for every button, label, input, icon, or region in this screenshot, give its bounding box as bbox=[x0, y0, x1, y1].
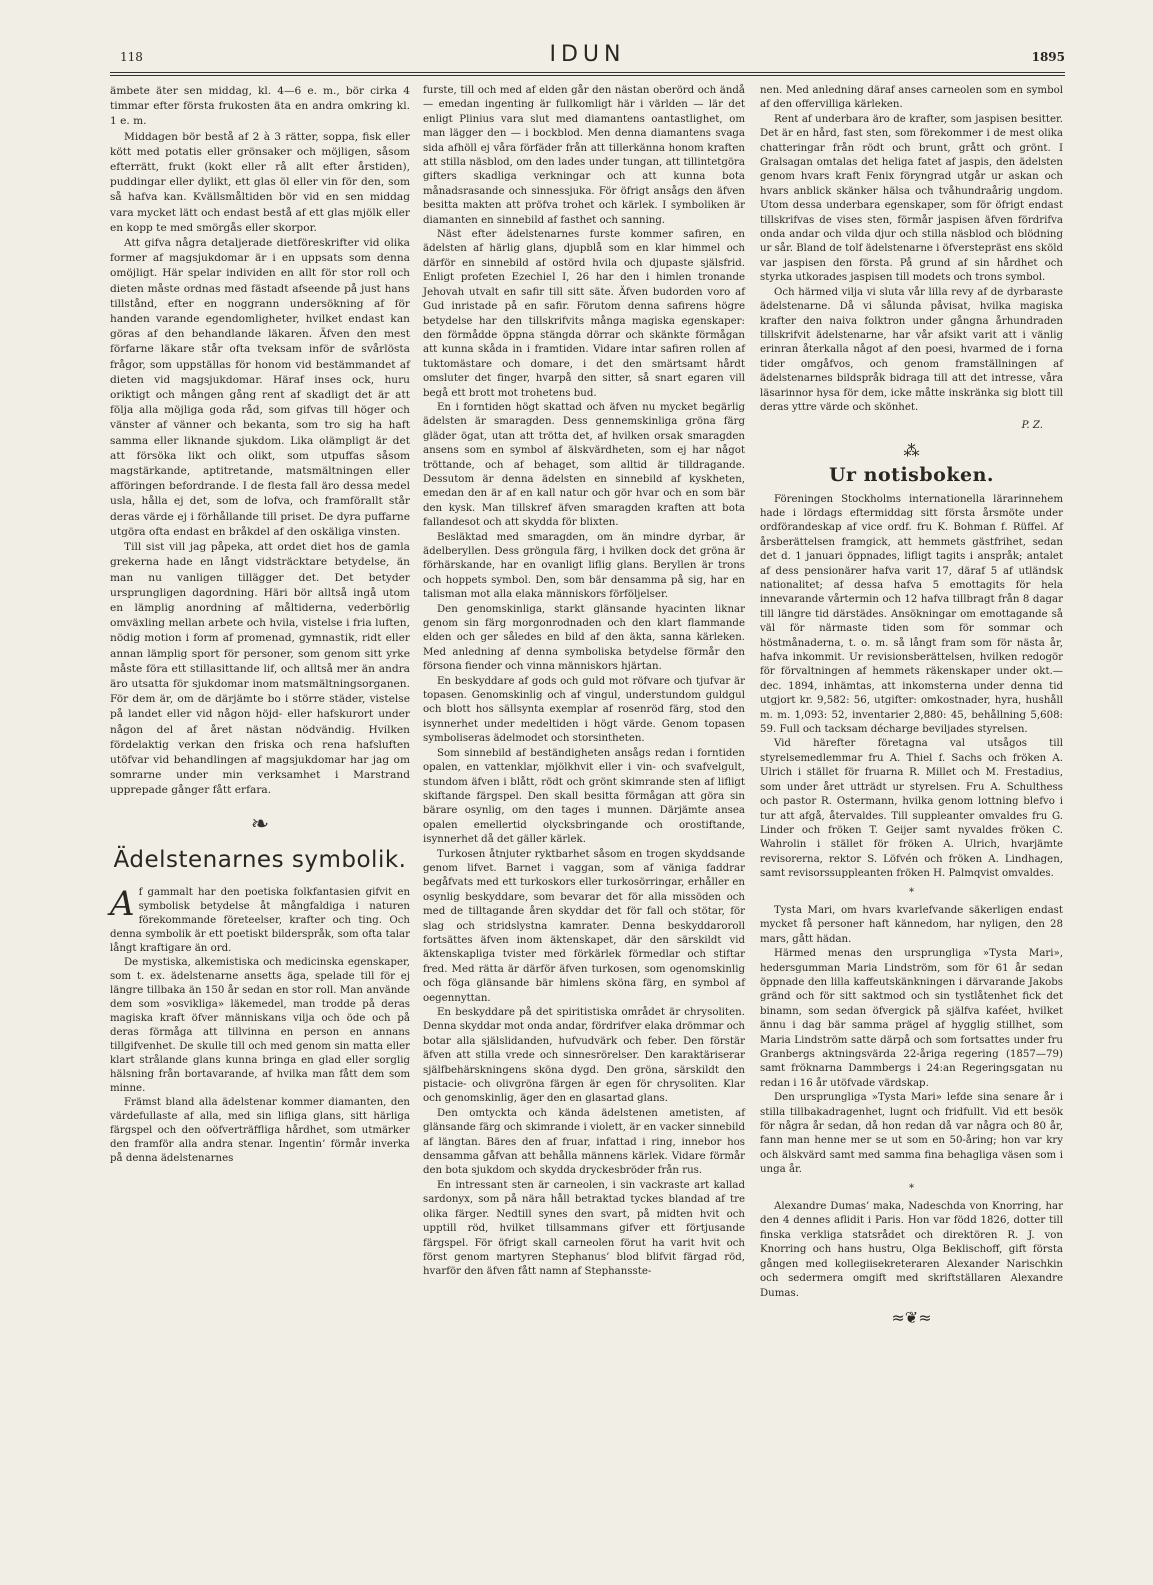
paragraph: Den genomskinliga, starkt glänsande hyacinten liknar genom sin färg morgonrodnaden och den klart flammande elden och ger således en bild af den äkta, sanna kärleken. Med anledning af denna symboliska betydelse förmår den försona fiender och vinna människors hjärtan. bbox=[423, 603, 745, 673]
note: Föreningen Stockholms internationella lärarinnehem hade i lördags eftermiddag sitt första årsmöte under ordförandeskap af vice ordf. fru K. Bohman f. Rüffel. Af årsberättelsen framgick, att hemmets gästfrihet, sedan det d. 1 januari öppnades, lifligt tagits i anspråk; antalet af dess pensionärer hafva varit 17, däraf 5 af utländsk nationalitet; af dessa hafva 5 emottagits för hela innevarande vårtermin och 12 hafva tillbragt från 8 dagar till längre tid därstädes. Ansökningar om emottagande så väl för närmaste tiden som för sommar och höstmånaderna, t. o. m. så långt fram som för nästa år, hafva inkommit. Ur revisionsberättelsen, hvilken redogör för förvaltningen af hemmets räkenskaper under okt.—dec. 1894, inhämtas, att inkomsterna under denna tid utgjort kr. 9,582: 56, utgifter: omkostnader, hyra, hushåll m. m. 1,093: 52, inventarier 2,880: 45, behållning 5,608: 59. Full och tacksam décharge beviljades styrelsen. bbox=[760, 493, 1063, 736]
paragraph: Turkosen åtnjuter ryktbarhet såsom en trogen skyddsande genom lifvet. Barnet i vaggan, som af väniga faddrar begåfvats med ett turkoskors eller turkosörringar, erhåller en osynlig beskyddare, som bevarar det för alla missöden och med de tilltagande åren skyddar det för fall och stötar, för slag och stridslystna kamrater. Denna beskyddaroroll fortsättes äfven inom äktenskapet, där den särskildt vid äktenskapliga tvister med förkärlek förmedlar och stiftar fred. Med rätta är därför äfven turkosen, som ogenomskinlig och föga glänsande bär himlens sköna färg, en symbol af oegennyttan. bbox=[423, 848, 745, 1004]
header-rule bbox=[110, 72, 1065, 73]
paragraph: En beskyddare af gods och guld mot röfvare och tjufvar är topasen. Genomskinlig och af vingul, understundom guldgul och blott hos sällsynta exemplar af rosenröd färg, stod den isynnerhet under medeltiden i högt värde. Genom topasen symboliseras ädelmodet och storsintheten. bbox=[423, 675, 745, 745]
note: Tysta Mari, om hvars kvarlefvande säkerligen endast mycket få personer haft kännedom, har nyligen, den 28 mars, gått hädan. bbox=[760, 904, 1063, 945]
paragraph: En i forntiden högt skattad och äfven nu mycket begärlig ädelsten är smaragden. Dess gennemskinliga gröna färg gläder ögat, utan att trötta det, af hvilken orsak smaragden ansens som en symbol af älskvärdheten, som ej har något tröttande, och af behaget, som alltid är tilldragande. Dessutom är denna ädelsten en sinnebild af kyskheten, emedan den är af en kall natur och gör hvar och en som bär den kysk. Man tillskref äfven smaragden kraften att bota fallandesot och att skydda för blixten. bbox=[423, 401, 745, 529]
dropcap: A bbox=[110, 883, 135, 924]
star-separator: * bbox=[909, 1182, 914, 1194]
year: 1895 bbox=[1031, 50, 1065, 64]
note: Vid härefter företagna val utsågos till styrelsemedlemmar fru A. Thiel f. Sachs och fröken A. Ulrich i stället för fruarna R. Millet och M. Frestadius, som under året utträdt ur styrelsen. Fru A. Schulthess och pastor R. Ostermann, hvilka genom lottning blefvo i tur att afgå, återvaldes. Till suppleanter omvaldes fru G. Linder och fröken T. Geijer samt nyvaldes fröken C. Wahrolin i stället för fröken A. Ulrich, hvarjämte revisorerna, rektor S. Löfvén och fröken A. Lindhagen, samt revisorssuppleanten fröken H. Palmqvist omvaldes. bbox=[760, 738, 1063, 880]
paragraph: Näst efter ädelstenarnes furste kommer safiren, en ädelsten af härlig glans, djupblå som en klar himmel och därför en sinnebild af ostörd hvila och djupaste själsfrid. Enligt profeten Ezechiel I, 26 har den i himlen tronande Jehovah utvalt en safir till sitt säte. Äfven budorden voro af Gud inristade på en safir. Förutom denna safirens högre betydelse har den tillskrifvits många magiska egenskaper: den förmådde öppna stängda dörrar och skänkte förmågan att kunna skåda in i framtiden. Vidare intar safiren rollen af tuktomästare och domare, i det den smärtsamt hårdt omsluter det finger, hvarpå den sitter, så snart egaren vill begå ett brott mot trohetens bud. bbox=[423, 229, 745, 399]
header-rule-2 bbox=[110, 75, 1065, 76]
paragraph: En beskyddare på det spiritistiska området är chrysoliten. Denna skyddar mot onda andar, fördrifver elaka drömmar och botar alla själslidanden, hufvudvärk och feber. Den förstär äfven att stilla vrede och sinnesrörelser. Den karaktäriserar själfbehärskningens sköna dygd. Den gröna, särskildt den pistacie- och olivgröna färgen är egen för chrysoliten. Klar och genomskinlig, äger den en glasartad glans. bbox=[423, 1007, 745, 1105]
swash-ornament-icon: ⁂ bbox=[903, 440, 920, 460]
ornament-icon: ❧ bbox=[250, 811, 270, 837]
paragraph: Till sist vill jag påpeka, att ordet diet hos de gamla grekerna hade en långt vidsträcktare betydelse, än man nu vanligen tillägger det. Det betyder ursprungligen dagordning. Häri bör alltså ingå utom en lämplig anordning af måltiderna, vederbörlig omväxling mellan arbete och hvila, vistelse i fria luften, nödig motion i form af promenad, gymnastik, ridt eller annan lämplig sport för personer, som genom sitt yrke måste föra ett stillasittande lif, och alltså mer än andra äro utsatta för sjukdomar inom matsmältningsorganen. För dem är, om de därjämte bo i större städer, vistelse på landet eller vid någon höjd- eller hafskurort under någon del af året nästan nödvändig. Hvilken fördelaktig verkan den friska och rena hafsluften utöfvar vid behandlingen af magsjukdomar har jag om somrarne under min verksamhet i Marstrand upprepade gånger fått erfara. bbox=[110, 541, 410, 797]
note: Alexandre Dumas’ maka, Nadeschda von Knorring, har den 4 dennes aflidit i Paris. Hon var född 1826, dotter till finska verkliga statsrådet och direktören R. J. von Knorring och hans hustru, Olga Beklischoff, gift första gången med kollegiisekreteraren Alexander Narischkin och sedermera omgift med skriftställaren Alexandre Dumas. bbox=[760, 1201, 1063, 1299]
paragraph: Besläktad med smaragden, om än mindre dyrbar, är ädelberyllen. Dess gröngula färg, i hvilken dock det gröna är förhärskande, har en ovanligt liflig glans. Beryllen är trons och hoppets symbol. Den, som bär densamma på sig, har en talisman mot alla elaka människors förföljelser. bbox=[423, 531, 745, 601]
paragraph: En intressant sten är carneolen, i sin vackraste art kallad sardonyx, som på nära håll betraktad tyckes blandad af tre olika färger. Nedtill synes den svart, på midten hvit och upptill röd, hvilket tillsammans gifver ett förtjusande färgspel. För öfrigt skall carneolen förut ha varit hvit och först genom martyren Stephanus’ blod blifvit färgad röd, hvarför den äfven fått namn af Stephansste- bbox=[423, 1179, 745, 1278]
paragraph: Främst bland alla ädelstenar kommer diamanten, den värdefullaste af alla, med sin lifliga glans, sitt härliga färgspel och den oöfverträffliga hårdhet, som utmärker den framför alla andra stenar. Ingentin’ förmår inverka på denna ädelstenarnes bbox=[110, 1096, 410, 1164]
page-number: 118 bbox=[120, 50, 143, 64]
section-title: Ur notisboken. bbox=[828, 464, 994, 487]
paragraph: f gammalt har den poetiska folkfantasien gifvit en symbolisk betydelse åt mångfaldiga i naturen förekommande företeelser, krafter och ting. Och denna symbolik är ett poetiskt bilderspråk, som ofta talar långt kraftigare än ord. bbox=[110, 886, 410, 954]
paragraph: Middagen bör bestå af 2 à 3 rätter, soppa, fisk eller kött med potatis eller grönsaker och möjligen, såsom efterrätt, frukt (kokt eller rå allt efter årstiden), puddingar eller dylikt, ett glas öl eller vin för den, som så hafva kan. Kvällsmåltiden bör vid en sen middag vara mycket lätt och endast bestå af ett glas mjölk eller en kopp te med smörgås eller skorpor. bbox=[110, 130, 410, 234]
paragraph: Och härmed vilja vi sluta vår lilla revy af de dyrbaraste ädelstenarne. Då vi sålunda påvisat, hvilka magiska krafter den naiva folktron under gångna århundraden tillskrifvit ädelstenarne, har vår afsikt varit att i vänlig erinran återkalla något af den poesi, hvarmed de i forna tider omgåfvos, och genom framställningen af ädelstenarnes bildspråk bidraga till att det intresse, våra läsarinnor hysa för dem, icke måtte inskränka sig blott till deras yttre värde och skönhet. bbox=[760, 286, 1063, 413]
signature: P. Z. bbox=[1021, 420, 1043, 432]
note: Härmed menas den ursprungliga »Tysta Mari», hedersgumman Maria Lindström, som för 61 år sedan öppnade den lilla kaffeutskänkningen i därvarande Jakobs gränd och för sitt saktmod och sin tystlåtenhet fick det binamn, som sedan öfvergick på själfva kaféet, hvilket ännu i dag bär samma prägel af hygglig stillhet, som Maria Lindström satte därpå och som fortsattes under fru Granbergs aktningsvärda 22-åriga regering (1857—79) samt fröknarna Dammbergs i 24:an Regeringsgatan nu redan i 16 år utöfvade värdskap. bbox=[760, 948, 1063, 1089]
paragraph: Den omtyckta och kända ädelstenen ametisten, af glänsande färg och skimrande i violett, är en vacker sinnebild af längtan. Bäres den af fruar, infattad i ring, innebor hos densamma gåfvan att behålla männens kärlek. Vidare förmår den bota sjukdom och skydda dryckesbröder från rus. bbox=[423, 1107, 745, 1177]
star-separator: * bbox=[909, 886, 914, 898]
column-1 bbox=[110, 84, 410, 1166]
paragraph: ämbete äter sen middag, kl. 4—6 e. m., bör cirka 4 timmar efter första frukosten äta en andra omkring kl. 1 e. m. bbox=[110, 85, 410, 128]
note: Den ursprungliga »Tysta Mari» lefde sina senare år i stilla tillbakadragenhet, lugnt och fridfullt. Vid ett besök för några år sedan, då hon redan då var några och 80 år, fann man henne mer se ut som en 50-åring; hon var kry och älskvärd samt med samma fina behagliga väsen som i unga år. bbox=[760, 1092, 1063, 1176]
paragraph: De mystiska, alkemistiska och medicinska egenskaper, som t. ex. ädelstenarne ansetts äga, spelade till för ej längre tillbaka än 150 år sedan en stor roll. Man använde dem som »osvikliga» läkemedel, man trodde på deras magiska kraft öfver människans vilja och öde och på deras förmåga att tillvinna en person en annans tillgifvenhet. De skulle till och med genom sin matta eller klart strålande glans kunna bringa en glad eller sorglig hälsning från bortavarande, af hvilka man fått dem som minne. bbox=[110, 956, 410, 1094]
paragraph: Som sinnebild af beständigheten ansågs redan i forntiden opalen, en vattenklar, mjölkhvit eller i vin- och svafvelgult, stundom äfven i blått, rödt och grönt skimrande sten af lifligt skiftande färgspel. Den skall besitta förmågan att göra sin bärare osynlig, om den tages i munnen. Därjämte ansea opalen emellertid olycksbringande och orostiftande, isynnerhet då det gäller kärlek. bbox=[423, 747, 745, 846]
end-ornament-icon: ≈❦≈ bbox=[891, 1307, 932, 1327]
paragraph: nen. Med anledning däraf anses carneolen som en symbol af den offervilliga kärleken. bbox=[760, 85, 1063, 111]
masthead: IDUN bbox=[549, 42, 626, 67]
article-title: Ädelstenarnes symbolik. bbox=[113, 846, 407, 873]
paragraph: Att gifva några detaljerade dietföreskrifter vid olika former af magsjukdomar är i en uppsats som denna omöjligt. Här spelar individen en allt för stor roll och dieten måste ordnas med fästadt afseende på just hans tillstånd, efter en noggrann undersökning af för handen varande egendomligheter, hvilket endast kan göras af den behandlande läkaren. Äfven den mest förfarne läkare står ofta tveksam inför de svårlösta frågor, som uppställas för honom vid bestämmandet af dieten vid magsjukdomar. Häraf inses ock, huru oriktigt och mången gång rent af skadligt det är att följa alla möjliga goda råd, som gifvas till höger och vänster af vänner och bekanta, som tro sig ha haft samma eller liknande sjukdom. Lika olämpligt är det att försöka likt och olikt, som utpuffas såsom magstärkande, aptitretande, matsmältningen eller afföringen befordrande. I de flesta fall äro dessa medel usla, hålla ej det, som de lofva, och framförallt står deras värde ej i förhållande till priset. De dyra puffarne utgöra ofta endast en bråkdel af den oskäliga vinsten. bbox=[110, 237, 410, 538]
paragraph: Rent af underbara äro de krafter, som jaspisen besitter. Det är en hård, fast sten, som förekommer i de mest olika chatteringar från rödt och brunt, grått och grönt. I Gralsagan omtalas det heliga fatet af jaspis, den ädelsten genom hvars kraft Fenix föryngrad utgår ur askan och hvars anblick skänker hälsa och tvåhundraårig ungdom. Utom dessa underbara egenskaper, som för öfrigt endast tillskrifvas de vises sten, förmår jaspisen äfven fördrifva onda andar och vilda djur och stilla näsblod och blödning ur sår. Bland de tolf ädelstenarne i öfverstepräst ens sköld var jaspisen den första. På grund af sin hårdhet och styrka utkorades jaspisen till modets och trons symbol. bbox=[760, 113, 1063, 284]
paragraph: furste, till och med af elden går den nästan oberörd och ändå — emedan ingenting är fullkomligt här i världen — lär det enligt Plinius vara slut med diamantens oantastlighet, om man lägger den — i bockblod. Men denna diamantens svaga sida afhöll ej våra förfäder från att tillerkänna honom kraften att stilla näsblod, om den lades under tungan, att tillintetgöra gifters skadliga verkningar och att kunna bota månadsrasande och sinnessjuka. För öfrigt ansågs den äfven besitta makten att pröfva trohet och kärlek. I symboliken är diamanten en sinnebild af fasthet och sanning. bbox=[423, 85, 745, 226]
page-header bbox=[110, 42, 1065, 72]
column-3 bbox=[760, 84, 1063, 1335]
column-2 bbox=[423, 84, 745, 1280]
